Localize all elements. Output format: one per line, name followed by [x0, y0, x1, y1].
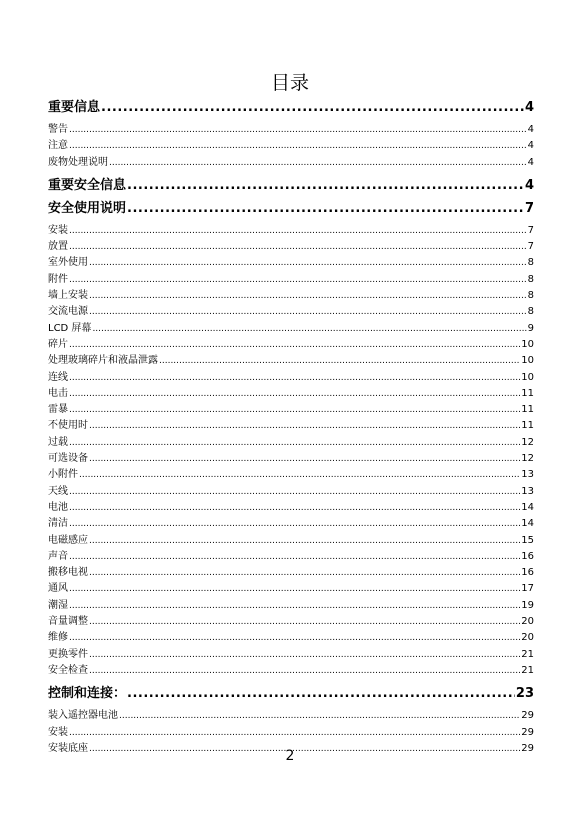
- toc-dot-leader: [109, 155, 527, 171]
- toc-dot-leader: [69, 122, 527, 138]
- toc-entry-label: 通风: [48, 583, 68, 595]
- toc-entry-page-number: 21: [521, 664, 534, 676]
- toc-entry[interactable]: [48, 304, 534, 320]
- toc-entry-label: 音量调整: [48, 616, 88, 628]
- toc-dot-leader: [69, 516, 520, 532]
- toc-dot-leader: [89, 565, 520, 581]
- toc-entry-page-number: 7: [524, 200, 534, 216]
- toc-entry-label: 放置: [48, 241, 68, 253]
- page-title: 目录: [270, 72, 309, 94]
- toc-entry-label: 碎片: [48, 338, 68, 350]
- toc-dot-leader: [89, 451, 520, 467]
- toc-entry-page-number: 13: [521, 469, 534, 481]
- toc-entry-page-number: 23: [515, 686, 534, 702]
- toc-entry-page-number: 8: [527, 273, 534, 285]
- toc-dot-leader: [69, 272, 527, 288]
- toc-entry[interactable]: [48, 533, 534, 549]
- toc-dot-leader: [69, 239, 527, 255]
- toc-dot-leader: [69, 500, 520, 516]
- toc-entry-page-number: 12: [521, 436, 534, 448]
- toc-entry[interactable]: [48, 598, 534, 614]
- toc-entry[interactable]: [48, 435, 534, 451]
- toc-entry[interactable]: [48, 321, 534, 337]
- toc-entry-page-number: 29: [521, 742, 534, 754]
- toc-entry[interactable]: [48, 370, 534, 386]
- toc-entry-page-number: 10: [521, 371, 534, 383]
- toc-entry-label: 重要信息: [48, 100, 101, 115]
- toc-entry[interactable]: [48, 138, 534, 154]
- toc-entry[interactable]: [48, 516, 534, 532]
- toc-entry-page-number: 10: [521, 355, 534, 367]
- toc-entry-label: 附件: [48, 273, 68, 285]
- toc-entry-page-number: 29: [521, 726, 534, 738]
- toc-entry-page-number: 4: [527, 140, 534, 152]
- toc-entry-label: 安全检查: [48, 664, 88, 676]
- toc-dot-leader: [101, 99, 524, 116]
- toc-dot-leader: [89, 647, 520, 663]
- toc-entry-page-number: 8: [527, 290, 534, 302]
- toc-dot-leader: [69, 435, 520, 451]
- toc-entry-label: 废物处理说明: [48, 156, 108, 168]
- toc-entry-label: 维修: [48, 632, 68, 644]
- toc-entry[interactable]: [48, 708, 534, 724]
- toc-entry-page-number: 10: [521, 338, 534, 350]
- toc-dot-leader: [119, 708, 520, 724]
- toc-entry[interactable]: [48, 565, 534, 581]
- toc-entry-label: 连线: [48, 371, 68, 383]
- toc-dot-leader: [69, 484, 520, 500]
- toc-dot-leader: [69, 549, 520, 565]
- toc-entry-label: 注意: [48, 140, 68, 152]
- toc-section-entry[interactable]: [48, 685, 534, 702]
- toc-entry-page-number: 9: [527, 322, 534, 334]
- toc-entry-label: LCD 屏幕: [48, 322, 92, 334]
- toc-entry-page-number: 12: [521, 453, 534, 465]
- toc-entry-page-number: 8: [527, 306, 534, 318]
- toc-entry[interactable]: [48, 255, 534, 271]
- toc-entry[interactable]: [48, 122, 534, 138]
- toc-entry-label: 可选设备: [48, 453, 88, 465]
- toc-entry-label: 雷暴: [48, 404, 68, 416]
- toc-entry-page-number: 16: [521, 567, 534, 579]
- toc-entry-label: 潮湿: [48, 599, 68, 611]
- toc-dot-leader: [69, 402, 520, 418]
- toc-entry-page-number: 11: [521, 420, 534, 432]
- toc-entry[interactable]: [48, 451, 534, 467]
- toc-entry[interactable]: [48, 418, 534, 434]
- toc-dot-leader: [69, 223, 527, 239]
- toc-entry[interactable]: [48, 402, 534, 418]
- toc-entry-page-number: 11: [521, 404, 534, 416]
- toc-entry-page-number: 29: [521, 710, 534, 722]
- toc-dot-leader: [69, 386, 520, 402]
- toc-entry-page-number: 4: [527, 156, 534, 168]
- toc-entry-page-number: 17: [521, 583, 534, 595]
- toc-entry[interactable]: [48, 500, 534, 516]
- toc-dot-leader: [92, 321, 526, 337]
- toc-entry[interactable]: [48, 725, 534, 741]
- toc-entry[interactable]: [48, 647, 534, 663]
- toc-entry-page-number: 13: [521, 485, 534, 497]
- toc-entry-label: 重要安全信息: [48, 177, 127, 193]
- toc-entry[interactable]: [48, 630, 534, 646]
- toc-section-entry[interactable]: [48, 177, 534, 194]
- toc-dot-leader: [69, 598, 520, 614]
- toc-entry-label: 安装: [48, 224, 68, 236]
- toc-dot-leader: [127, 177, 524, 194]
- toc-entry[interactable]: [48, 663, 534, 679]
- toc-entry-label: 小附件: [48, 469, 78, 481]
- toc-entry-label: 不使用时: [48, 420, 88, 432]
- toc-entry-page-number: 7: [527, 241, 534, 253]
- toc-dot-leader: [69, 337, 520, 353]
- toc-section-entry[interactable]: [48, 200, 534, 217]
- toc-entry-label: 装入遥控器电池: [48, 710, 118, 722]
- toc-dot-leader: [69, 725, 520, 741]
- toc-entry[interactable]: [48, 467, 534, 483]
- toc-entry[interactable]: [48, 288, 534, 304]
- toc-entry-page-number: 4: [524, 177, 534, 193]
- toc-entry-page-number: 16: [521, 550, 534, 562]
- toc-entry-label: 交流电源: [48, 306, 88, 318]
- toc-entry-label: 安全使用说明: [48, 200, 127, 216]
- toc-entry[interactable]: [48, 272, 534, 288]
- toc-entry[interactable]: [48, 223, 534, 239]
- toc-entry[interactable]: [48, 337, 534, 353]
- toc-entry[interactable]: [48, 353, 534, 369]
- toc-dot-leader: [127, 200, 524, 217]
- toc-dot-leader: [159, 353, 520, 369]
- toc-entry-label: 警告: [48, 124, 68, 135]
- toc-entry[interactable]: [48, 614, 534, 630]
- toc-entry-label: 电池: [48, 501, 68, 513]
- toc-dot-leader: [79, 467, 520, 483]
- toc-entry-label: 安装底座: [48, 742, 88, 754]
- toc-entry-label: 过载: [48, 436, 68, 448]
- toc-dot-leader: [89, 304, 527, 320]
- toc-entry-page-number: 4: [527, 124, 534, 135]
- toc-entry[interactable]: [48, 484, 534, 500]
- page-number: 2: [285, 748, 295, 764]
- toc-entry-label: 处理玻璃碎片和液晶泄露: [48, 355, 158, 367]
- toc-entry-label: 室外使用: [48, 257, 88, 269]
- toc-entry-page-number: 20: [521, 616, 534, 628]
- toc-dot-leader: [89, 533, 520, 549]
- toc-entry-label: 天线: [48, 485, 68, 497]
- toc-entry[interactable]: [48, 239, 534, 255]
- table-of-contents: [48, 99, 534, 757]
- toc-section-entry[interactable]: [48, 99, 534, 116]
- toc-entry-page-number: 21: [521, 648, 534, 660]
- toc-entry-page-number: 8: [527, 257, 534, 269]
- toc-dot-leader: [127, 685, 515, 702]
- toc-entry-label: 安装: [48, 726, 68, 738]
- toc-entry-page-number: 19: [521, 599, 534, 611]
- toc-entry-page-number: 20: [521, 632, 534, 644]
- toc-entry[interactable]: [48, 581, 534, 597]
- toc-entry-label: 电磁感应: [48, 534, 88, 546]
- toc-entry-page-number: 7: [527, 224, 534, 236]
- toc-dot-leader: [69, 630, 520, 646]
- toc-entry[interactable]: [48, 549, 534, 565]
- toc-dot-leader: [89, 614, 520, 630]
- toc-dot-leader: [89, 663, 520, 679]
- toc-dot-leader: [69, 581, 520, 597]
- toc-entry-page-number: 14: [521, 501, 534, 513]
- toc-dot-leader: [69, 138, 527, 154]
- toc-entry[interactable]: [48, 386, 534, 402]
- toc-entry-page-number: 15: [521, 534, 534, 546]
- toc-entry-label: 电击: [48, 387, 68, 399]
- toc-entry-label: 更换零件: [48, 648, 88, 660]
- toc-entry-label: 声音: [48, 550, 68, 562]
- toc-entry-page-number: 4: [524, 100, 534, 115]
- toc-dot-leader: [89, 255, 527, 271]
- toc-entry[interactable]: [48, 155, 534, 171]
- toc-entry-label: 控制和连接：: [48, 686, 127, 702]
- toc-dot-leader: [89, 418, 520, 434]
- toc-entry-page-number: 14: [521, 518, 534, 530]
- toc-dot-leader: [69, 370, 520, 386]
- toc-entry-label: 清洁: [48, 518, 68, 530]
- toc-entry-label: 墙上安装: [48, 290, 88, 302]
- toc-dot-leader: [89, 288, 527, 304]
- toc-entry-label: 搬移电视: [48, 567, 88, 579]
- toc-entry-page-number: 11: [521, 387, 534, 399]
